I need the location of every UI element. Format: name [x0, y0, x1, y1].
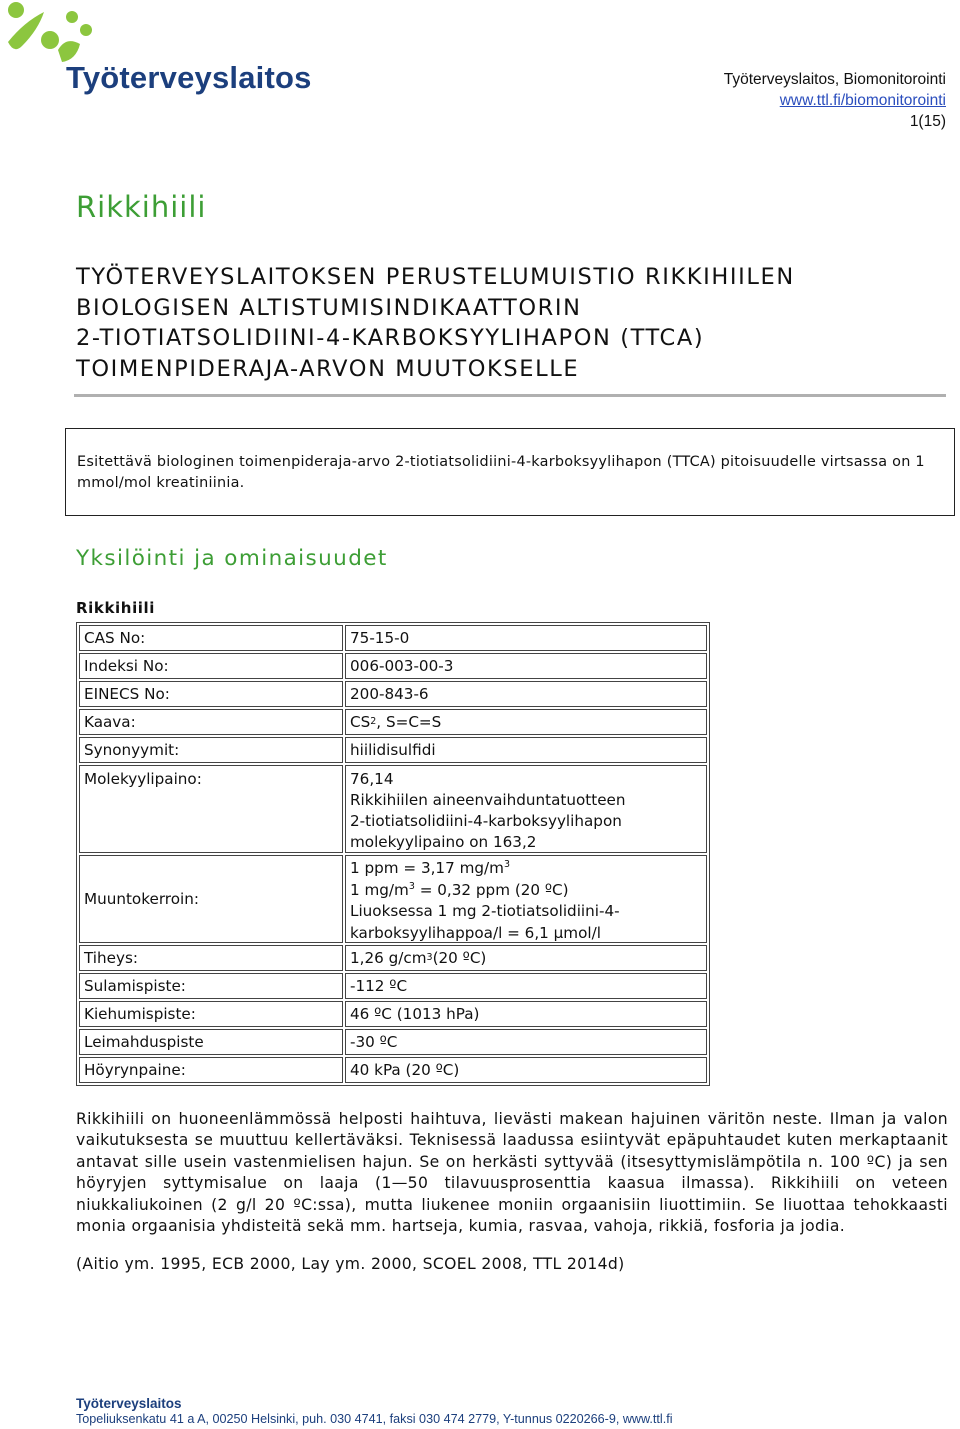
- conv-line: Liuoksessa 1 mg 2-tiotiatsolidiini-4-: [350, 902, 620, 920]
- header-org: Työterveyslaitos, Biomonitorointi: [723, 71, 946, 88]
- row-label: Leimahduspiste: [79, 1029, 343, 1055]
- table-row: [79, 1029, 707, 1055]
- subtitle-line: 2-TIOTIATSOLIDIINI-4-KARBOKSYYLIHAPON (TTCA): [76, 325, 705, 351]
- row-label: Indeksi No:: [79, 653, 343, 679]
- conv-text: 1 ppm = 3,17 mg/m: [350, 859, 504, 877]
- conv-line: karboksyylihappoa/l = 6,1 µmol/l: [350, 923, 601, 942]
- conv-text: = 0,32 ppm (20 ºC): [414, 880, 569, 899]
- subtitle-line: TOIMENPIDERAJA-ARVON MUUTOKSELLE: [76, 355, 580, 382]
- section-title: Yksilöinti ja ominaisuudet: [76, 546, 388, 571]
- row-value: 1,26 g/cm 3 (20 ºC): [345, 945, 707, 971]
- table-row: [79, 653, 707, 679]
- table-row: [79, 681, 707, 707]
- mw-line: Rikkihiilen aineenvaihduntatuotteen: [350, 791, 626, 809]
- footer-org-name: Työterveyslaitos: [76, 1396, 182, 1411]
- body-reference: (Aitio ym. 1995, ECB 2000, Lay ym. 2000, SCOEL 2008, TTL 2014d): [76, 1255, 625, 1273]
- mw-line: 76,14: [350, 770, 394, 788]
- row-label: Muuntokerroin:: [79, 855, 343, 943]
- logo-text: Työterveyslaitos: [66, 60, 312, 95]
- superscript: 3: [408, 880, 415, 892]
- mw-line: molekyylipaino on 163,2: [350, 833, 537, 851]
- table-row: [79, 973, 707, 999]
- table-row: [79, 855, 707, 943]
- row-value: [345, 855, 707, 943]
- row-value: -112 ºC: [345, 973, 707, 999]
- divider: [74, 394, 946, 397]
- row-label: Tiheys:: [79, 945, 343, 971]
- row-value: 200-843-6: [345, 681, 707, 707]
- footer-address: Topeliuksenkatu 41 a A, 00250 Helsinki, puh. 030 4741, faksi 030 474 2779, Y-tunnus 0220266-9, www.ttl.fi: [76, 1412, 673, 1426]
- row-label: Synonyymit:: [79, 737, 343, 763]
- row-value: 006-003-00-3: [345, 653, 707, 679]
- row-label: Molekyylipaino:: [79, 765, 343, 853]
- row-value: 46 ºC (1013 hPa): [345, 1001, 707, 1027]
- table-row: [79, 625, 707, 651]
- conv-line: [350, 858, 702, 880]
- row-value: -30 ºC: [345, 1029, 707, 1055]
- summary-text: Esitettävä biologinen toimenpideraja-arvo 2-tiotiatsolidiini-4-karboksyylihapon (TTCA) pitoisuudelle virtsassa on 1 mmol/mol kreatiniinia.: [77, 454, 925, 491]
- table-row: [79, 945, 707, 971]
- row-label: Kiehumispiste:: [79, 1001, 343, 1027]
- row-label: Höyrynpaine:: [79, 1057, 343, 1083]
- document-subtitle: [76, 262, 936, 384]
- summary-box: [65, 428, 955, 516]
- table-row: [79, 765, 707, 853]
- formula-cs: CS: [350, 712, 371, 731]
- density-text: 1,26 g/cm: [350, 948, 427, 967]
- subtitle-line: TYÖTERVEYSLAITOKSEN PERUSTELUMUISTIO RIKKIHIILEN: [76, 264, 795, 290]
- properties-table: [76, 622, 710, 1086]
- density-text: (20 ºC): [432, 948, 487, 967]
- ttl-logo: [0, 0, 320, 110]
- page-number: 1(15): [909, 113, 946, 130]
- row-value: 75-15-0: [345, 625, 707, 651]
- row-value: hiilidisulfidi: [345, 737, 707, 763]
- row-label: EINECS No:: [79, 681, 343, 707]
- table-row: [79, 1001, 707, 1027]
- document-header: [724, 69, 946, 132]
- table-row: [79, 1057, 707, 1083]
- row-label: Kaava:: [79, 709, 343, 735]
- row-value: CS 2 , S=C=S: [345, 709, 707, 735]
- superscript: 3: [503, 858, 510, 870]
- document-title: Rikkihiili: [76, 190, 207, 224]
- row-value: 40 kPa (20 ºC): [345, 1057, 707, 1083]
- conv-line: [350, 880, 702, 902]
- subtitle-line: BIOLOGISEN ALTISTUMISINDIKAATTORIN: [76, 294, 582, 321]
- row-value: [345, 765, 707, 853]
- row-label: CAS No:: [79, 625, 343, 651]
- row-label: Sulamispiste:: [79, 973, 343, 999]
- conv-text: 1 mg/m: [350, 880, 409, 899]
- table-caption: Rikkihiili: [76, 599, 156, 617]
- header-link[interactable]: www.ttl.fi/biomonitorointi: [779, 92, 946, 109]
- mw-line: 2-tiotiatsolidiini-4-karboksyylihapon: [350, 812, 622, 830]
- formula-rest: , S=C=S: [376, 712, 442, 731]
- table-row: [79, 737, 707, 763]
- table-row: [79, 709, 707, 735]
- body-paragraph: Rikkihiili on huoneenlämmössä helposti haihtuva, lievästi makean hajuinen väritön neste. Ilman ja valon vaikutuksesta se muuttuu kellertäväksi. Teknisessä laadussa esiintyvät epäpuhtaudet kuten merkaptaanit antavat sille usein vastenmielisen hajun. Se on herkästi syttyvää (itsesyttymislämpötila n. 100 ºC) ja sen höyryjen syttymisalue on laaja (1—50 tilavuusprosenttia kaasua ilmassa). Rikkihiili on veteen niukkaliukoinen (2 g/l 20 ºC:ssa), mutta liukenee moniin orgaanisiin liuottimiin. Se liuottaa tehokkaasti monia orgaanisia yhdisteitä sekä mm. hartseja, kumia, rasvaa, vahoja, rikkiä, fosforia ja jodia.: [76, 1110, 948, 1236]
